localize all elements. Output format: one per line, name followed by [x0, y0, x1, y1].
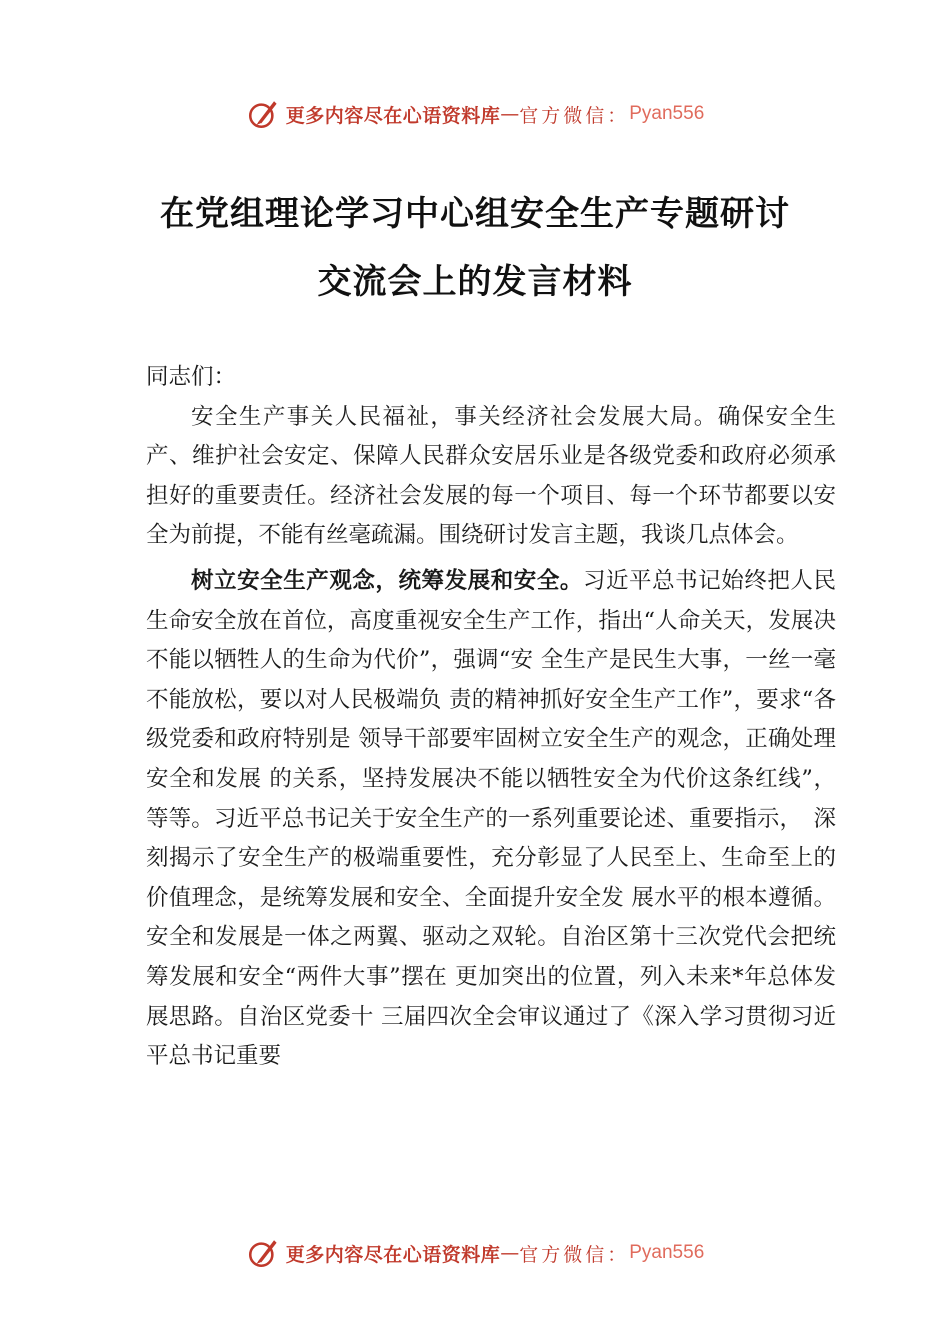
salutation: 同志们： — [146, 364, 237, 390]
watermark-label: 官方微信： — [519, 1243, 630, 1266]
quill-pen-circle-icon — [246, 1236, 280, 1270]
watermark-account: Pyan556 — [629, 103, 705, 124]
watermark-label: 官方微信： — [519, 104, 630, 127]
paragraph-intro: 安全生产事关人民福祉，事关经济社会发展大局。确保安全生产、维护社会安定、保障人民群众安居乐业是各级党委和政府必须承担好的重要责任。经济社会发展的每一个项目、每一个环节都要以安全为前提，不能有丝毫疏漏。围绕研讨发言主题，我谈几点体会。 — [146, 403, 836, 549]
document-body — [146, 358, 836, 1077]
document-title-line1: 在党组理论学习中心组安全生产专题研讨 — [160, 194, 790, 234]
quill-pen-circle-icon — [246, 97, 280, 131]
section-body: 习近平总书记始终把人民生命安全放在首位，高度重视安全生产工作，指出“人命关天，发展决不能以牺牲人的生命为代价”，强调“安 全生产是民生大事，一丝一毫不能放松，要以对人民极端负 责的精神抓好安全生产工作”，要求“各级党委和政府特别是 领导干部要牢固树立安全生产的观念，正确处理安全和发展 的关系，坚持发展决不能以牺牲安全为代价这条红线”，等等。习近平总书记关于安全生产的一系列重要论述、重要指示， 深刻揭示了安全生产的极端重要性，充分彰显了人民至上、生命至上的价值理念，是统筹发展和安全、全面提升安全发 展水平的根本遵循。安全和发展是一体之两翼、驱动之双轮。自治区第十三次党代会把统筹发展和安全“两件大事”摆在 更加突出的位置，列入未来*年总体发展思路。自治区党委十 三届四次全会审议通过了《深入学习贯彻习近平总书记重要 — [146, 567, 836, 1070]
watermark-footer — [0, 1233, 950, 1273]
section-heading: 树立安全生产观念，统筹发展和安全。 — [191, 567, 583, 594]
watermark-site: 更多内容尽在心语资料库 — [285, 104, 501, 127]
watermark-separator: — — [500, 1242, 520, 1264]
watermark-separator: — — [500, 103, 520, 125]
watermark-account: Pyan556 — [629, 1242, 705, 1263]
watermark-header — [0, 94, 950, 134]
document-title-line2: 交流会上的发言材料 — [317, 262, 633, 302]
paragraph-section-1 — [146, 562, 836, 1077]
watermark-site: 更多内容尽在心语资料库 — [285, 1243, 501, 1266]
